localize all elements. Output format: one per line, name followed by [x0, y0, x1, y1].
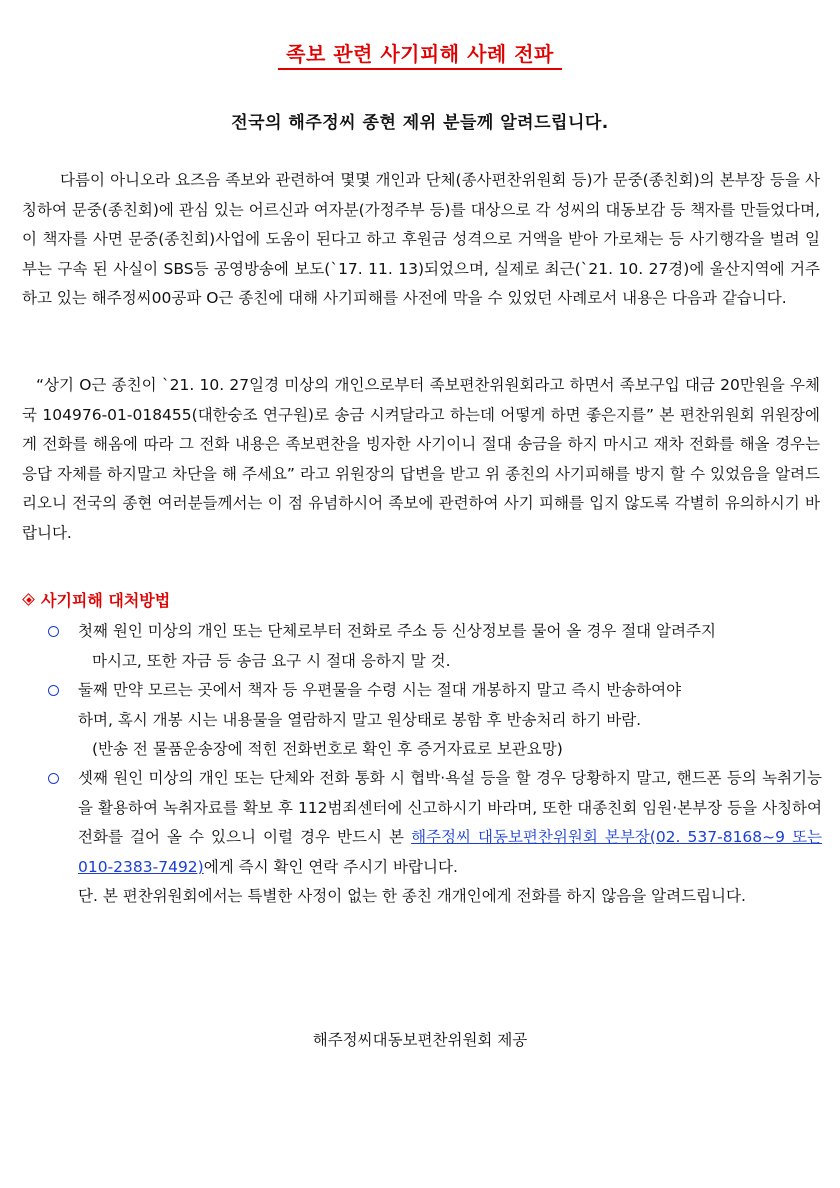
list-item-3-text-before: 셋째 원인 미상의 개인 또는 단체와 전화 통화 시 협박·욕설 등을 할 경우 당황하지 말고, 핸드폰 등의 녹취기능을 활용하여 녹취자료를 확보 후 112범죄센터에 신고하시기 바라며, 또한 대종친회 임원·본부장 등을 사칭하여 전화를 걸어 올 수 있으니 이럴 경우 반드시 본 — [78, 769, 822, 847]
list-item-1-line1: 첫째 원인 미상의 개인 또는 단체로부터 전화로 주소 등 신상정보를 물어 올 경우 절대 알려주지 — [78, 622, 716, 640]
list-item-1 — [48, 617, 822, 676]
list-item-1-line2: 마시고, 또한 자금 등 송금 요구 시 절대 응하지 말 것. — [92, 651, 451, 670]
intro-paragraph — [22, 166, 820, 314]
document-title-text: 족보 관련 사기피해 사례 전파 — [278, 38, 562, 70]
list-item-2-line1: 둘째 만약 모르는 곳에서 책자 등 우편물을 수령 시는 절대 개봉하지 말고 즉시 반송하여야 — [78, 681, 682, 699]
document-subtitle: 전국의 해주정씨 종현 제위 분들께 알려드립니다. — [231, 113, 609, 133]
list-item-2-line2: 하며, 혹시 개봉 시는 내용물을 열람하지 말고 원상태로 봉함 후 반송처리 하기 바람. — [78, 710, 642, 729]
intro-paragraph-text: 다름이 아니오라 요즈음 족보와 관련하여 몇몇 개인과 단체(종사편찬위원회 등)가 문중(종친회)의 본부장 등을 사칭하여 문중(종친회)에 관심 있는 어르신과 여자분(가정주부 등)를 대상으로 각 성씨의 대동보감 등 책자를 만들었다며, 이 책자를 사면 문중(종친회)사업에 도움이 된다고 하고 후원금 성격으로 거액을 받아 가로채는 등 사기행각을 벌려 일부는 구속 된 사실이 SBS등 공영방송에 보도(`17. 11. 13)되었으며, 실제로 최근(`21. 10. 27경)에 울산지역에 거주하고 있는 해주정씨00공파 O근 종친에 대해 사기피해를 사전에 막을 수 있었던 사례로서 내용은 다음과 같습니다. — [22, 171, 820, 308]
list-item-3-text-after: 에게 즉시 확인 연락 주시기 바랍니다. — [203, 857, 458, 876]
section-heading-text: 사기피해 대처방법 — [41, 591, 171, 610]
list-item-2-note: (반송 전 물품운송장에 적힌 전화번호로 확인 후 증거자료로 보관요망) — [92, 740, 563, 759]
footer-credit: 해주정씨대동보편찬위원회 제공 — [312, 1031, 528, 1049]
list-item-3-additional: 단. 본 편찬위원회에서는 특별한 사정이 없는 한 종친 개개인에게 전화를 하지 않음을 알려드립니다. — [78, 887, 746, 906]
circle-icon — [48, 773, 59, 784]
list-item-2 — [48, 676, 822, 765]
diamond-icon — [22, 593, 35, 606]
case-paragraph-text: “상기 O근 종친이 `21. 10. 27일경 미상의 개인으로부터 족보편찬위원회라고 하면서 족보구입 대금 20만원을 우체국 104976-01-018455(대한숭조 연구원)로 송금 시켜달라고 하는데 어떻게 하면 좋은지를” 본 편찬위원회 위원장에게 전화를 해옴에 따라 그 전화 내용은 족보편찬을 빙자한 사기이니 절대 송금을 하지 마시고 재차 전화를 해올 경우는 응답 자체를 하지말고 차단을 해 주세요” 라고 위원장의 답변을 받고 위 종친의 사기피해를 방지 할 수 있었음을 알려드리오니 전국의 종현 여러분들께서는 이 점 유념하시어 족보에 관련하여 사기 피해를 입지 않도록 각별히 유의하시기 바랍니다. — [22, 376, 820, 542]
list-item-3-text — [78, 764, 822, 882]
contact-link[interactable]: 해주정씨 대동보편찬위원회 본부장(02. 537-8168~9 또는 010-2383-7492) — [78, 828, 823, 876]
section-heading — [22, 588, 170, 611]
case-paragraph — [22, 371, 820, 549]
circle-icon — [48, 626, 59, 637]
list-item-3 — [48, 764, 822, 912]
circle-icon — [48, 685, 59, 696]
document-title — [0, 38, 840, 70]
